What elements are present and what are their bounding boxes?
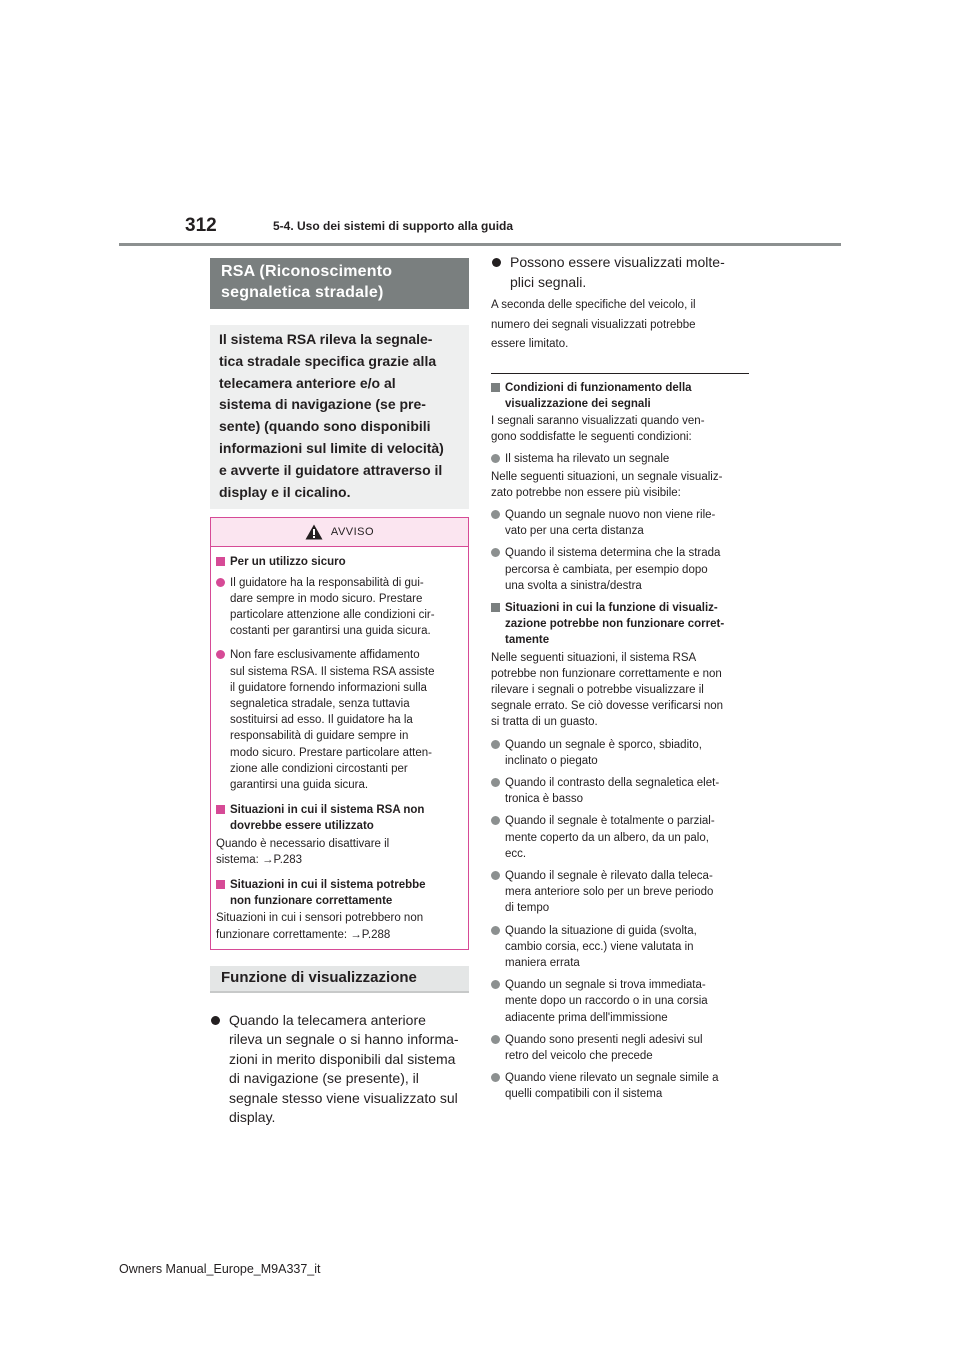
page-reference-link[interactable]: funzionare correttamente: →P.288 [216,928,391,941]
footer-document-id: Owners Manual_Europe_M9A337_it [119,1262,321,1276]
warning-heading-not-use: Situazioni in cui il sistema RSA non dovrebbe essere utilizzato [216,802,462,834]
circle-bullet-icon [491,980,500,989]
malfunction-text: Nelle seguenti situazioni, il sistema RSA potrebbe non funzionare correttamente e non rilevare i segnali o potrebbe visualizzare il segnale errato. Se ciò dovesse verificarsi non si tratta di un guasto. [491,651,724,729]
circle-bullet-icon [491,1035,500,1044]
warning-bullet: Non fare esclusivamente affidamento sul sistema RSA. Il sistema RSA assiste il guidatore fornendo informazioni sulla segnaletica stradale, senza tuttavia sostituirsi ad esso. Il guidatore ha la responsabilità di guidare sempre in modo sicuro. Prestare particolare atten- zione alle condizioni circostanti per garantirsi una guida sicura. [216,647,462,793]
square-bullet-icon [216,557,225,566]
warning-bullet: Il guidatore ha la responsabilità di gui- dare sempre in modo sicuro. Prestare particolare attenzione alle condizioni cir- costanti per garantirsi una guida sicura. [216,575,462,640]
square-bullet-icon [216,880,225,889]
malfunction-bullet: Quando un segnale è sporco, sbiadito, inclinato o piegato [491,737,751,769]
section-title-display: Funzione di visualizzazione [210,966,469,993]
note-text: A seconda delle specifiche del veicolo, il numero dei segnali visualizzati potrebbe essere limitato. [491,299,696,350]
bullet-dot-icon [492,258,501,267]
circle-bullet-icon [216,650,225,659]
circle-bullet-icon [491,548,500,557]
warning-text: Situazioni in cui i sensori potrebbero non funzionare correttamente: →P.288 [216,910,462,942]
warning-title: AVVISO [330,526,375,539]
intro-box: Il sistema RSA rileva la segnale- tica stradale specifica grazie alla telecamera anteriore e/o al sistema di navigazione (se pre- sente) (quando sono disponibili informazioni sul limite di velocità) e avverte il guidatore attraverso il display e il cicalino. [210,325,469,509]
chapter-title: 5-4. Uso dei sistemi di supporto alla guida [273,219,514,233]
malfunction-bullet: Quando il contrasto della segnaletica elet- tronica è basso [491,775,751,807]
circle-bullet-icon [491,740,500,749]
condition-bullet: Il sistema ha rilevato un segnale [491,451,751,467]
circle-bullet-icon [216,578,225,587]
warning-heading-safe-use: Per un utilizzo sicuro [216,554,462,570]
header-rule [119,243,841,246]
malfunction-bullet: Quando un segnale si trova immediata- mente dopo un raccordo o in una corsia adiacente prima dell'immissione [491,977,751,1026]
right-column [491,253,751,1103]
malfunction-bullet: Quando sono presenti negli adesivi sul retro del veicolo che precede [491,1032,751,1064]
page-reference-link[interactable]: sistema: →P.283 [216,853,303,866]
malfunction-bullet: Quando il segnale è totalmente o parzial- mente coperto da un albero, da un palo, ecc. [491,813,751,862]
circle-bullet-icon [491,510,500,519]
malfunction-bullet: Quando il segnale è rilevato dalla teleca- mera anteriore solo per un breve periodo di tempo [491,868,751,917]
conditions-text: Nelle seguenti situazioni, un segnale visualiz- zato potrebbe non essere più visibile: [491,470,723,499]
square-bullet-icon [491,383,500,392]
circle-bullet-icon [491,778,500,787]
circle-bullet-icon [491,454,500,463]
section-title-rsa: RSA (Riconoscimento segnaletica stradale) [210,258,469,309]
display-bullet: Quando la telecamera anteriore rileva un segnale o si hanno informa- zioni in merito disponibili dal sistema di navigazione (se presente), il segnale stesso viene visualizzato sul display. [210,1011,469,1128]
warning-header [211,518,468,547]
warning-heading-malfunction: Situazioni in cui il sistema potrebbe non funzionare correttamente [216,877,462,909]
warning-text: Quando è necessario disattivare il sistema: →P.283 [216,836,462,868]
malfunction-bullet: Quando la situazione di guida (svolta, cambio corsia, ecc.) viene valutata in maniera errata [491,923,751,972]
square-bullet-icon [216,805,225,814]
bullet-dot-icon [211,1016,220,1025]
multi-sign-bullet: Possono essere visualizzati molte- plici segnali. [491,253,751,292]
circle-bullet-icon [491,926,500,935]
square-bullet-icon [491,603,500,612]
condition-bullet: Quando il sistema determina che la strada percorsa è cambiata, per esempio dopo una svolta a sinistra/destra [491,545,751,594]
page-number: 312 [185,215,217,236]
circle-bullet-icon [491,816,500,825]
warning-triangle-icon [305,524,323,540]
divider [491,373,749,374]
condition-bullet: Quando un segnale nuovo non viene rile- vato per una certa distanza [491,507,751,539]
circle-bullet-icon [491,1073,500,1082]
left-column [210,258,469,1128]
heading-malfunction-situations: Situazioni in cui la funzione di visualiz- zazione potrebbe non funzionare corret- tamente [491,600,751,649]
heading-operating-conditions: Condizioni di funzionamento della visualizzazione dei segnali [491,380,751,412]
circle-bullet-icon [491,871,500,880]
warning-box [210,517,469,949]
conditions-text: I segnali saranno visualizzati quando ven- gono soddisfatte le seguenti condizioni: [491,414,705,444]
malfunction-bullet: Quando viene rilevato un segnale simile a quelli compatibili con il sistema [491,1070,751,1102]
warning-body [211,547,468,948]
conditions-section [491,380,751,1103]
